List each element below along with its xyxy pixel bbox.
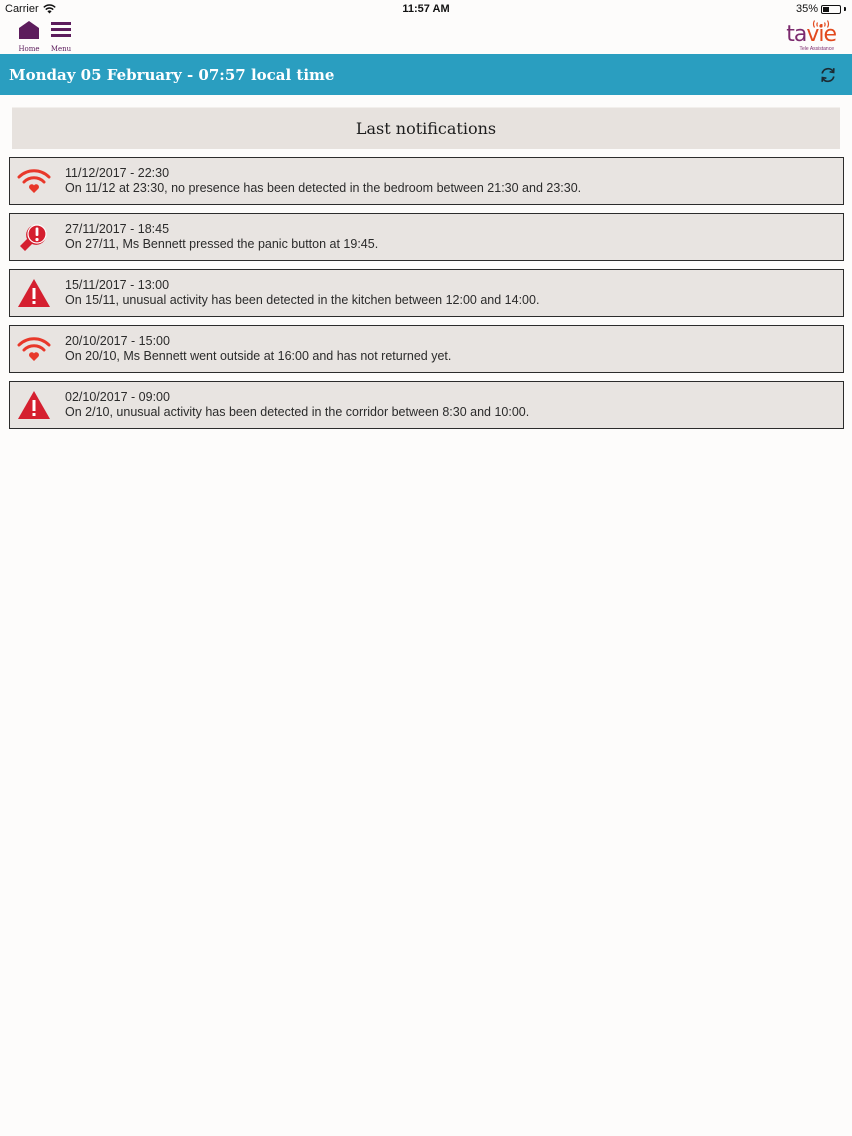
menu-label: Menu	[50, 45, 72, 53]
notification-text	[65, 334, 451, 364]
status-bar	[0, 0, 852, 18]
warning-triangle-icon	[17, 276, 51, 310]
notification-item[interactable]	[9, 325, 844, 373]
status-right	[796, 3, 846, 15]
home-button[interactable]	[16, 20, 42, 53]
battery-fill	[823, 7, 829, 12]
notification-message: On 11/12 at 23:30, no presence has been detected in the bedroom between 21:30 and 23:30.	[65, 181, 582, 195]
presence-wifi-heart-icon	[17, 164, 51, 198]
notification-datetime: 02/10/2017 - 09:00	[65, 390, 170, 404]
tavie-logo	[776, 20, 836, 52]
notification-message: On 15/11, unusual activity has been detected in the kitchen between 12:00 and 14:00.	[65, 293, 540, 307]
notification-message: On 20/10, Ms Bennett went outside at 16:00 and has not returned yet.	[65, 349, 452, 363]
notification-text	[65, 278, 539, 308]
notification-message: On 27/11, Ms Bennett pressed the panic button at 19:45.	[65, 237, 379, 251]
notification-text	[65, 390, 529, 420]
notification-item[interactable]	[9, 269, 844, 317]
warning-triangle-icon	[17, 388, 51, 422]
logo-tagline: Tele Assistance	[799, 46, 834, 52]
notification-text	[65, 166, 581, 196]
top-nav	[0, 18, 852, 54]
battery-icon	[821, 5, 841, 14]
notification-item[interactable]	[9, 213, 844, 261]
notification-item[interactable]	[9, 381, 844, 429]
battery-tip	[844, 7, 846, 11]
presence-wifi-heart-icon	[17, 332, 51, 366]
notification-datetime: 20/10/2017 - 15:00	[65, 334, 170, 348]
notifications-list	[9, 157, 844, 437]
notification-datetime: 27/11/2017 - 18:45	[65, 222, 170, 236]
panic-button-icon	[17, 220, 51, 254]
notification-text	[65, 222, 378, 252]
home-label: Home	[18, 45, 40, 53]
hamburger-icon	[50, 20, 72, 39]
logo-wordmark: tavie	[786, 22, 836, 47]
menu-button[interactable]	[48, 20, 74, 53]
battery-percent: 35%	[795, 3, 818, 15]
notification-datetime: 11/12/2017 - 22:30	[65, 166, 170, 180]
date-header	[0, 54, 852, 95]
refresh-icon[interactable]	[819, 66, 837, 84]
notification-datetime: 15/11/2017 - 13:00	[65, 278, 170, 292]
date-title: Monday 05 February - 07:57 local time	[9, 65, 335, 84]
notification-message: On 2/10, unusual activity has been detected in the corridor between 8:30 and 10:00.	[65, 405, 530, 419]
carrier-label: Carrier	[5, 3, 39, 15]
home-icon	[18, 20, 40, 39]
status-time: 11:57 AM	[402, 3, 450, 15]
notification-item[interactable]	[9, 157, 844, 205]
notifications-heading: Last notifications	[12, 107, 840, 149]
